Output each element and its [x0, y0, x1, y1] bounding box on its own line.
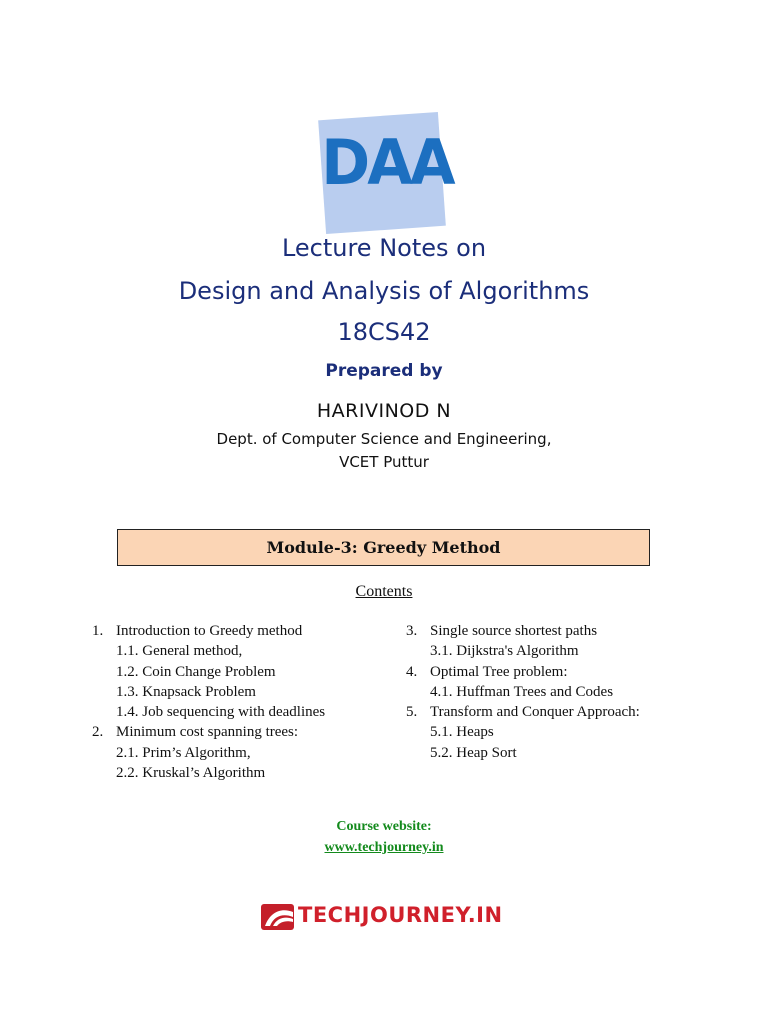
- contents-item-text: 4.1. Huffman Trees and Codes: [430, 683, 614, 700]
- author-name: HARIVINOD N: [316, 400, 452, 422]
- techjourney-wordmark: TECHJOURNEY.IN: [298, 903, 503, 927]
- contents-item-text: Single source shortest paths: [430, 623, 598, 639]
- contents-left-column: [92, 621, 325, 783]
- contents-item-text: 2.2. Kruskal’s Algorithm: [116, 765, 266, 782]
- contents-right-column: [406, 621, 640, 763]
- contents-item: [406, 621, 640, 641]
- module-title-box: Module-3: Greedy Method: [117, 529, 650, 566]
- department: Dept. of Computer Science and Engineering,: [216, 430, 552, 448]
- contents-item: [406, 662, 640, 682]
- contents-item-text: Introduction to Greedy method: [116, 623, 303, 639]
- daa-logo: [312, 112, 462, 238]
- title-line-1: Lecture Notes on: [281, 234, 487, 262]
- contents-item-text: 1.2. Coin Change Problem: [116, 663, 276, 680]
- contents-item-text: 1.3. Knapsack Problem: [116, 683, 256, 700]
- contents-item: [92, 621, 325, 641]
- contents-item: [92, 743, 325, 763]
- contents-item-number: 3.: [406, 623, 418, 639]
- contents-item: [406, 722, 640, 742]
- contents-item: [92, 702, 325, 722]
- techjourney-logo-icon: [261, 902, 297, 932]
- college: VCET Puttur: [339, 453, 429, 471]
- affiliation: [0, 428, 768, 474]
- title-line-2: Design and Analysis of Algorithms: [178, 277, 590, 305]
- contents-item-text: 1.1. General method,: [116, 643, 243, 660]
- contents-item: [92, 641, 325, 661]
- contents-item-text: 3.1. Dijkstra's Algorithm: [430, 643, 579, 660]
- contents-item: [92, 722, 325, 742]
- contents-item: [406, 743, 640, 763]
- contents-item-number: 1.: [92, 623, 104, 639]
- contents-item: [92, 662, 325, 682]
- contents-item: [406, 641, 640, 661]
- contents-item: [92, 763, 325, 783]
- techjourney-brand: [261, 900, 521, 934]
- logo-text: DAA: [321, 126, 453, 199]
- contents-item: [406, 702, 640, 722]
- contents-item: [406, 682, 640, 702]
- contents-item-number: 5.: [406, 704, 418, 721]
- contents-heading: Contents: [355, 583, 413, 600]
- course-website-label: Course website:: [336, 819, 432, 834]
- contents-item-text: 5.2. Heap Sort: [430, 744, 517, 761]
- contents-item-text: Transform and Conquer Approach:: [430, 704, 640, 721]
- contents-item: [92, 682, 325, 702]
- prepared-by-label: Prepared by: [325, 361, 443, 381]
- contents-item-number: 4.: [406, 663, 418, 680]
- contents-item-text: 2.1. Prim’s Algorithm,: [116, 744, 251, 761]
- contents-item-text: 5.1. Heaps: [430, 724, 494, 741]
- contents-item-text: Optimal Tree problem:: [430, 663, 568, 680]
- contents-item-text: 1.4. Job sequencing with deadlines: [116, 704, 326, 721]
- contents-item-number: 2.: [92, 724, 104, 741]
- course-website-link[interactable]: www.techjourney.in: [324, 840, 444, 855]
- course-code: 18CS42: [337, 318, 431, 346]
- contents-item-text: Minimum cost spanning trees:: [116, 724, 299, 741]
